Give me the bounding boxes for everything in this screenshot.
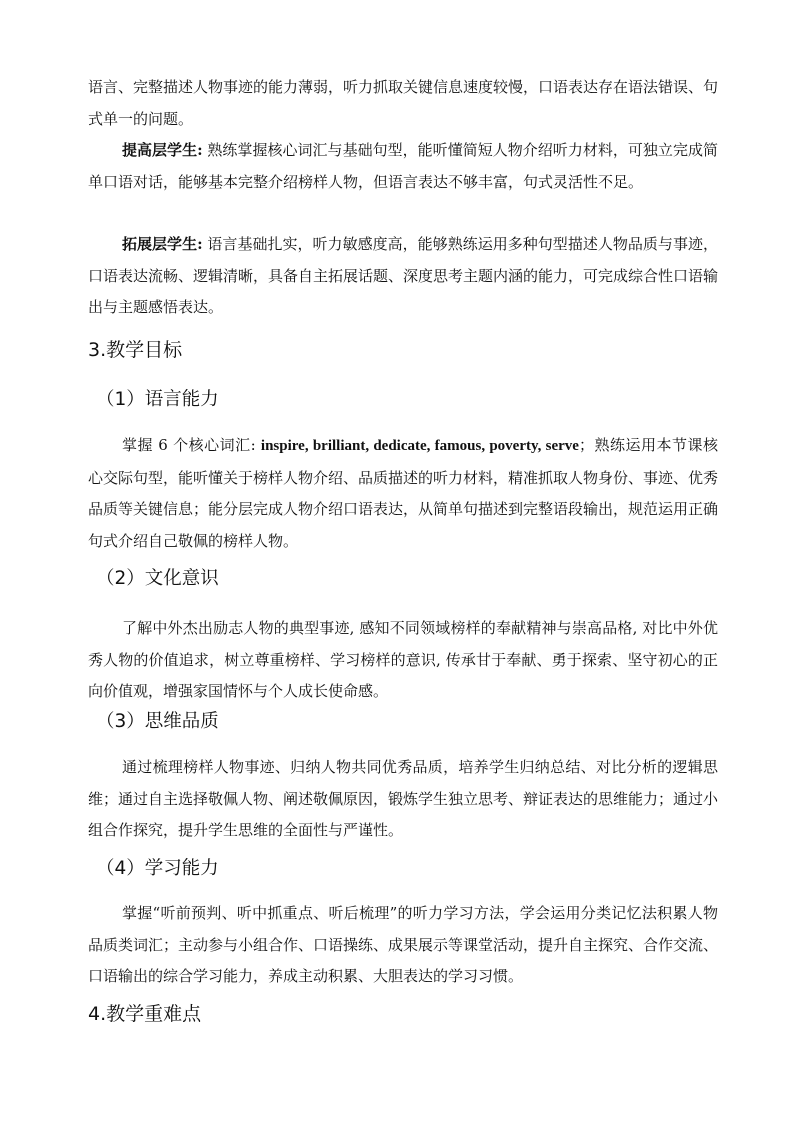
- language-ability-rest: ；熟练运用本节课核心交际句型，能听懂关于榜样人物介绍、品质描述的听力材料，精准抓取人物身份、事迹、优秀品质等关键信息；能分层完成人物介绍口语表达，从简单句描述到完整语段输出，规范运用正确句式介绍自己敬佩的榜样人物。: [88, 436, 719, 550]
- improve-level-text: 熟练掌握核心词汇与基础句型，能听懂简短人物介绍听力材料，可独立完成简单口语对话，能够基本完整介绍榜样人物，但语言表达不够丰富，句式灵活性不足。: [88, 141, 718, 191]
- extend-level-text: 语言基础扎实，听力敏感度高，能够熟练运用多种句型描述人物品质与事迹，口语表达流畅、逻辑清晰，具备自主拓展话题、深度思考主题内涵的能力，可完成综合性口语输出与主题感悟表达。: [88, 235, 719, 316]
- section-heading-teaching-goals: 3.教学目标: [88, 339, 183, 361]
- subheading-cultural-awareness: （2）文化意识: [96, 568, 219, 589]
- paragraph-language-ability: [88, 430, 718, 557]
- subheading-learning-ability: （4）学习能力: [96, 858, 219, 879]
- paragraph-thinking-quality: 通过梳理榜样人物事迹、归纳人物共同优秀品质，培养学生归纳总结、对比分析的逻辑思维；通过自主选择敬佩人物、阐述敬佩原因，锻炼学生独立思考、辩证表达的思维能力；通过小组合作探究，提升学生思维的全面性与严谨性。: [88, 758, 719, 839]
- extend-level-label: 拓展层学生:: [122, 235, 203, 253]
- subheading-language-ability: （1）语言能力: [96, 389, 219, 410]
- section-heading-key-difficulties: 4.教学重难点: [88, 1003, 202, 1025]
- paragraph-extend-level: [88, 229, 718, 324]
- paragraph-improve-level: [88, 135, 718, 198]
- language-ability-prefix: 掌握 6 个核心词汇:: [122, 436, 261, 454]
- paragraph-basic-level-continued: 语言、完整描述人物事迹的能力薄弱，听力抓取关键信息速度较慢，口语表达存在语法错误、句式单一的问题。: [88, 78, 719, 128]
- paragraph-learning-ability: 掌握“听前预判、听中抓重点、听后梳理”的听力学习方法，学会运用分类记忆法积累人物品质类词汇；主动参与小组合作、口语操练、成果展示等课堂活动，提升自主探究、合作交流、口语输出的综合学习能力，养成主动积累、大胆表达的学习习惯。: [88, 904, 719, 985]
- improve-level-label: 提高层学生:: [122, 141, 203, 159]
- subheading-thinking-quality: （3）思维品质: [96, 711, 219, 732]
- core-vocabulary: inspire, brilliant, dedicate, famous, poverty, serve: [260, 438, 579, 454]
- paragraph-cultural-awareness: 了解中外杰出励志人物的典型事迹, 感知不同领域榜样的奉献精神与崇高品格, 对比中外优秀人物的价值追求，树立尊重榜样、学习榜样的意识, 传承甘于奉献、勇于探索、坚守初心的正向价值观，增强家国情怀与个人成长使命感。: [88, 619, 718, 700]
